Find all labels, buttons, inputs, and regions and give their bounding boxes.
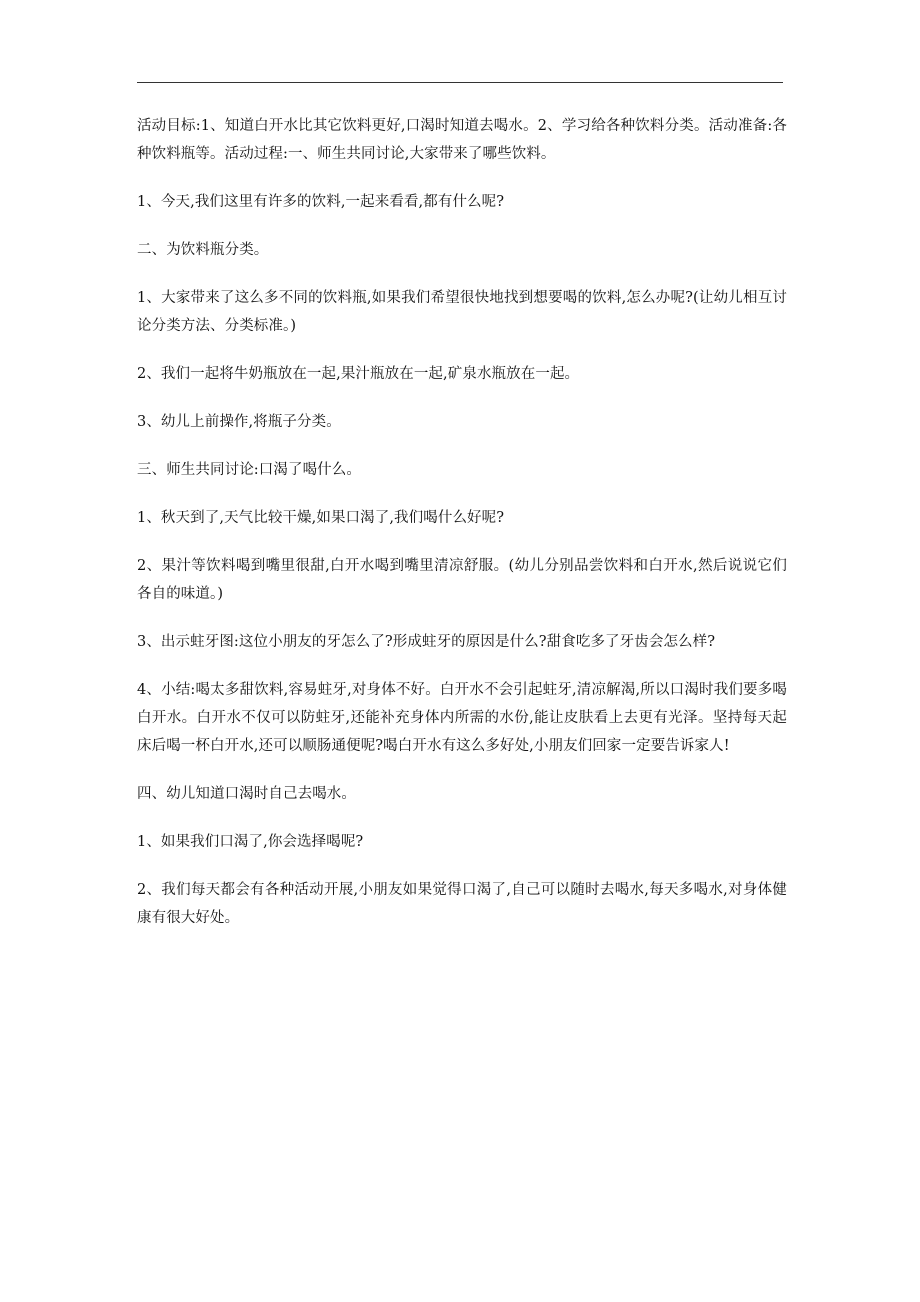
- paragraph: 1、今天,我们这里有许多的饮料,一起来看看,都有什么呢?: [137, 194, 505, 210]
- paragraph: 2、我们一起将牛奶瓶放在一起,果汁瓶放在一起,矿泉水瓶放在一起。: [137, 366, 580, 382]
- paragraph: 2、我们每天都会有各种活动开展,小朋友如果觉得口渴了,自己可以随时去喝水,每天多喝水,对身体健康有很大好处。: [137, 882, 787, 926]
- section-heading: 三、师生共同讨论:口渴了喝什么。: [137, 462, 361, 478]
- paragraph: 2、果汁等饮料喝到嘴里很甜,白开水喝到嘴里清凉舒服。(幼儿分别品尝饮料和白开水,然后说说它们各自的味道。): [137, 558, 787, 602]
- section-heading: 四、幼儿知道口渴时自己去喝水。: [137, 786, 356, 802]
- paragraph: 1、大家带来了这么多不同的饮料瓶,如果我们希望很快地找到想要喝的饮料,怎么办呢?(让幼儿相互讨论分类方法、分类标准。): [137, 290, 787, 334]
- section-heading: 二、为饮料瓶分类。: [137, 242, 269, 258]
- paragraph: 1、秋天到了,天气比较干燥,如果口渴了,我们喝什么好呢?: [137, 510, 505, 526]
- paragraph: 3、幼儿上前操作,将瓶子分类。: [137, 414, 341, 430]
- paragraph-summary: 4、小结:喝太多甜饮料,容易蛀牙,对身体不好。白开水不会引起蛀牙,清凉解渴,所以口渴时我们要多喝白开水。白开水不仅可以防蛀牙,还能补充身体内所需的水份,能让皮肤看上去更有光泽。坚持每天起床后喝一杯白开水,还可以顺肠通便呢?喝白开水有这么多好处,小朋友们回家一定要告诉家人!: [137, 682, 787, 754]
- paragraph: 3、出示蛀牙图:这位小朋友的牙怎么了?形成蛀牙的原因是什么?甜食吃多了牙齿会怎么样?: [137, 634, 716, 650]
- header-rule: [137, 82, 783, 83]
- paragraph: 1、如果我们口渴了,你会选择喝呢?: [137, 834, 364, 850]
- document-body: [137, 112, 787, 952]
- paragraph-goals: 活动目标:1、知道白开水比其它饮料更好,口渴时知道去喝水。2、学习给各种饮料分类。活动准备:各种饮料瓶等。活动过程:一、师生共同讨论,大家带来了哪些饮料。: [137, 118, 787, 162]
